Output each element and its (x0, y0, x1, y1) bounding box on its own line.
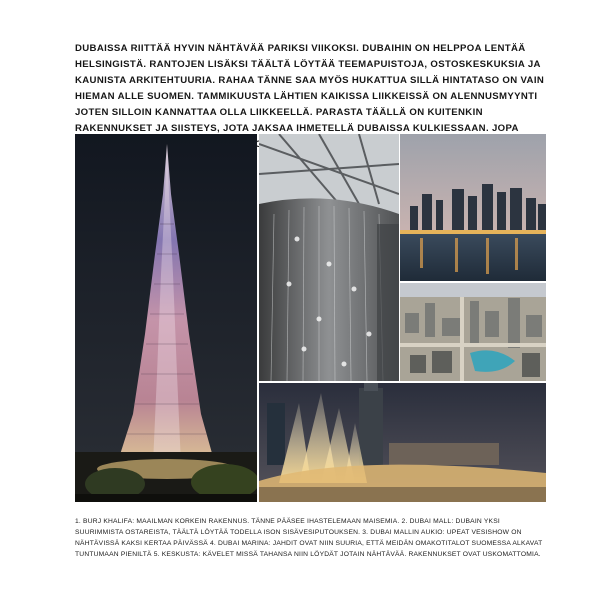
dubai-marina-photo (400, 134, 546, 281)
dubai-fountain-photo (259, 383, 546, 502)
intro-paragraph: DUBAISSA RIITTÄÄ HYVIN NÄHTÄVÄÄ PARIKSI VIIKOKSI. DUBAIHIN ON HELPPOA LENTÄÄ HELSINGISTÄ. RANTOJEN LISÄKSI TÄÄLTÄ LÖYTÄÄ TEEMAPUISTOJA, OSTOSKESKUKSIA JA KAUNISTA ARKITEHTUURIA. RAHAA TÄNNE SAA MYÖS HUKATTUA SILLÄ HINTATASO ON VAIN HIEMAN ALLE SUOMEN. TAMMIKUUSTA LÄHTIEN KAIKISSA LIIKKEISSÄ ON ALENNUSMYYNTI JOTEN SILLOIN KANNATTAA OLLA LIIKKEELLÄ. PARASTA TÄÄLLÄ ON KUITENKIN RAKENNUKSET JA SIISTEYS, JOTA JAKSAA IHMETELLÄ DUBAISSA KULKIESSAAN. JOPA (75, 43, 545, 134)
burj-khalifa-photo (75, 134, 257, 502)
photo-captions: 1. BURJ KHALIFA: MAAILMAN KORKEIN RAKENNUS. TÄNNE PÄÄSEE IHASTELEMAAN MAISEMIA. 2. DUBAI MALL: DUBAIN YKSI SUURIMMISTA OSTAREISTA, TÄÄLTÄ LÖYTÄÄ TODELLA ISON SISÄVESIPUTOUKSEN. 3. DUBAI MALLIN AUKIO: UPEAT VESISHOW ON NÄHTÄVISSÄ KAKSI KERTAA PÄIVÄSSÄ 4. DUBAI MARINA: JAHDIT OVAT NIIN SUURIA, ETTÄ MEIDÄN OMAKOTITALOT SUOMESSA ALKAVAT TUNTUMAAN PIENILTÄ 5. KESKUSTA: KÄVELET MISSÄ TAHANSA NIIN LÖYDÄT JOTAIN NÄHTÄVÄÄ. RAKENNUKSET OVAT USKOMATTOMIA. (75, 518, 543, 558)
downtown-aerial-photo (400, 283, 546, 381)
dubai-mall-waterfall-photo (259, 134, 399, 381)
